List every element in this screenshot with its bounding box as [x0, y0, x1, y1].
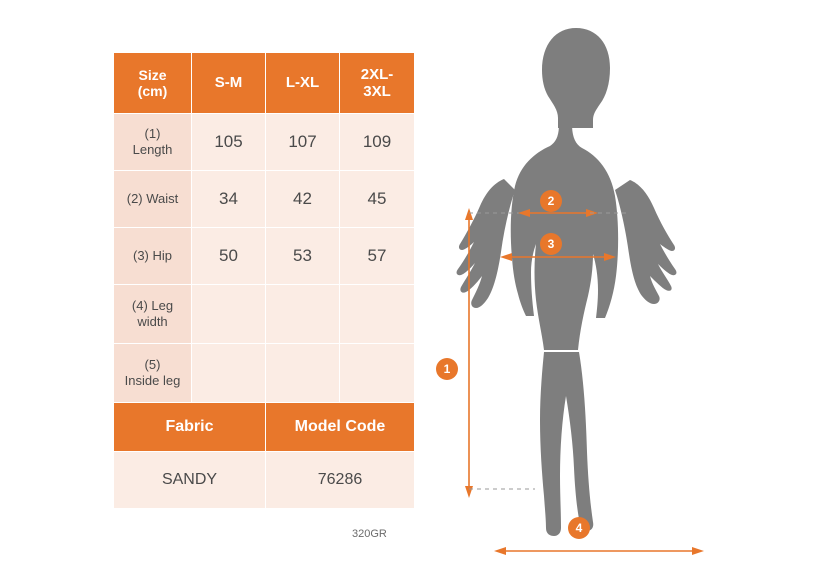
- row-label-length-line2: Length: [132, 142, 173, 157]
- table-footer-header-row: [114, 403, 415, 452]
- row-label-waist: (2) Waist: [114, 171, 192, 228]
- row-label-length: [114, 114, 192, 171]
- row-label-inside-leg: [114, 344, 192, 403]
- footer-fabric-value: SANDY: [114, 452, 266, 509]
- footer-model-code-label: Model Code: [266, 403, 415, 452]
- measure-line-4-leg-width: [494, 547, 704, 555]
- header-2xl-3xl: [340, 53, 415, 114]
- cell-leg-width-2xl: [340, 285, 415, 344]
- female-body-silhouette: [457, 28, 677, 536]
- row-label-leg-width-line2: width: [137, 314, 168, 329]
- cell-length-2xl: 109: [340, 114, 415, 171]
- table-row: [114, 344, 415, 403]
- row-label-inside-leg-line2: Inside leg: [124, 373, 181, 388]
- cell-inside-leg-2xl: [340, 344, 415, 403]
- cell-hip-lxl: 53: [266, 228, 340, 285]
- cell-leg-width-lxl: [266, 285, 340, 344]
- table-header-row: [114, 53, 415, 114]
- cell-waist-lxl: 42: [266, 171, 340, 228]
- row-label-leg-width: [114, 285, 192, 344]
- cell-inside-leg-lxl: [266, 344, 340, 403]
- figure-diagram: [430, 0, 840, 579]
- cell-hip-2xl: 57: [340, 228, 415, 285]
- header-lxl: L-XL: [266, 53, 340, 114]
- cell-waist-sm: 34: [192, 171, 266, 228]
- row-label-hip: (3) Hip: [114, 228, 192, 285]
- size-table: [113, 52, 415, 509]
- cell-waist-2xl: 45: [340, 171, 415, 228]
- table-row: [114, 285, 415, 344]
- cell-inside-leg-sm: [192, 344, 266, 403]
- header-size-line2: (cm): [137, 83, 168, 99]
- measure-badge-1: 1: [436, 358, 458, 380]
- table-row: [114, 114, 415, 171]
- measure-badge-2: 2: [540, 190, 562, 212]
- header-size-line1: Size: [138, 66, 167, 83]
- cell-leg-width-sm: [192, 285, 266, 344]
- row-label-length-line1: (1): [144, 126, 161, 142]
- fabric-weight-note: 320GR: [352, 528, 387, 540]
- size-table-container: [113, 52, 414, 509]
- measure-badge-3: 3: [540, 233, 562, 255]
- row-label-leg-width-line1: (4) Leg: [131, 298, 174, 314]
- row-label-inside-leg-line1: (5): [144, 357, 161, 373]
- cell-hip-sm: 50: [192, 228, 266, 285]
- table-footer-value-row: [114, 452, 415, 509]
- table-row: [114, 228, 415, 285]
- footer-fabric-label: Fabric: [114, 403, 266, 452]
- header-2xl-line2: 3XL: [363, 83, 391, 100]
- body-figure-svg: [430, 0, 840, 579]
- cell-length-lxl: 107: [266, 114, 340, 171]
- cell-length-sm: 105: [192, 114, 266, 171]
- table-row: [114, 171, 415, 228]
- header-2xl-line1: 2XL-: [360, 65, 394, 83]
- header-sm: S-M: [192, 53, 266, 114]
- measure-badge-4: 4: [568, 517, 590, 539]
- footer-model-code-value: 76286: [266, 452, 415, 509]
- header-size: [114, 53, 192, 114]
